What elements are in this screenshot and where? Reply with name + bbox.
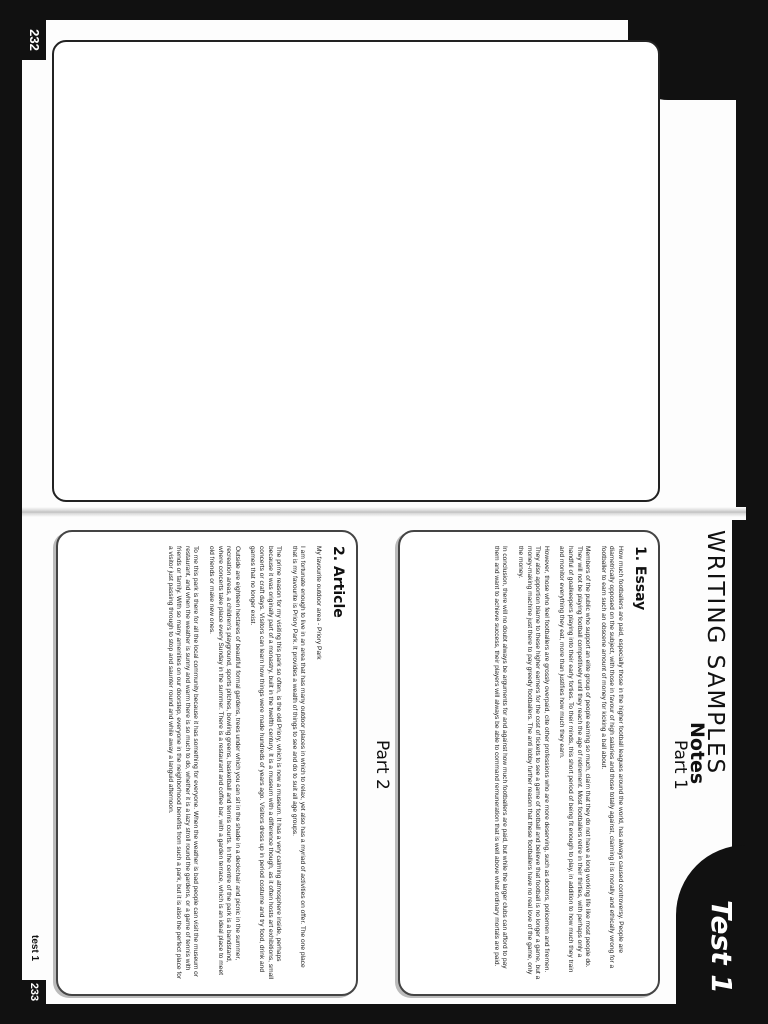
essay-panel xyxy=(398,530,660,996)
essay-paragraph: How much footballers are paid, especially those in the higher football leagues around the world, has always caused controversy. People are diametrically opposed on the subject, with those in favour of high salaries and those totally against, claiming it is morally and ethically wrong for a footballer to earn such an obscene amount of money for kicking a ball about. xyxy=(599,546,624,969)
scan-border-top xyxy=(746,0,768,1024)
book-spine xyxy=(22,507,746,517)
scan-border-right xyxy=(0,1004,768,1024)
essay-paragraph: Members of the public who support an elite group of people earning so much, claim that they do not have a long working life like most people do. They will not be playing football competitively until they reach the age of retirement. Most footballers retire in their thirties, with perhaps only a handful of goalkeepers playing into their early forties. To their minds, this short period of being fit enough to play, in addition to how much they train and monitor everything they eat, more than justifies how much they earn. xyxy=(558,546,592,973)
article-paragraph: To me this park is there for all the local community because it has something for everyone. When the weather is bad people can visit the museum or restaurant, and when the weather is sunny and warm there is so much to do, whether it is a lazy stroll round the gardens, or a game of tennis with friends or family. With so many amenities on our doorstep, everyone in the neighborhood benefits from such a park, but it is also the perfect place for a visitor just passing through to stop and saunter round and while away a languid afternoon. xyxy=(166,546,200,980)
essay-paragraph: In conclusion, there will no doubt always be arguments for and against how much footballers are paid, but while the larger clubs can afford to pay them and want to achieve success, their players will always be able to command remuneration that is well above what ordinary mortals are paid. xyxy=(492,546,509,969)
article-subtitle: My favourite outdoor area - Priory Park xyxy=(315,546,322,660)
page-number-right: 233 xyxy=(22,980,46,1004)
article-paragraph: The prime reason for my visiting this park so often, is the old Priory, which is now a museum. It has a very calming atmosphere inside, perhaps because it was originally part of a monastry, built in the twelfth century. It is a museum with a difference though, as it often hosts art exhibitions, small concerts or craft days. Visitors can learn how things were made hundreds of years ago. Visitors dress up in period costume and try food, drink and games that no longer exist. xyxy=(249,546,283,980)
part-2-label: Part 2 xyxy=(372,740,392,790)
article-paragraph: I am fortunate enough to live in an area that has many outdoor places in which to relax, yet also has a myriad of activities on offer. The one place that is my favourite is Priory Park. It provides a wealth of things to see and do to suit all age groups. xyxy=(290,546,307,968)
article-paragraph: Outside are eighteen hectares of beautiful formal gardens, trees under which you can sit in the shade in a deckchair and picnic in the summer, recreation areas, a children's playground, sports pitches, bowling greens, basketball and tennis courts. In the centre of the park is a bandstand, where concerts take place every Sunday in the summer. There is a restaurant and coffee bar, with a garden terrace, which is an ideal place to meet old friends or make new ones. xyxy=(208,546,241,975)
article-heading: 2. Article xyxy=(330,546,346,618)
notes-title: Notes xyxy=(686,722,708,785)
footer-label: test 1 xyxy=(29,935,40,962)
essay-heading: 1. Essay xyxy=(632,546,648,611)
scan-border-left xyxy=(0,0,768,20)
article-panel xyxy=(56,530,358,996)
essay-paragraph: However, those who feel footballers are grossly overpaid, cite other professions who are more deserving, such as doctors, policemen and firemen. They also apportion blame to these higher earners for the cost of tickets to see a game of football and believe that football is no longer a game, but a money-making machine just there to pay greedy footballers. The anti lobby further reason that these footballers have no real love of the game, only the money. xyxy=(517,546,550,980)
test-title: Test 1 xyxy=(705,900,738,994)
notes-box xyxy=(52,40,660,502)
part-1-label: Part 1 xyxy=(670,740,690,790)
section-title: WRITING SAMPLES xyxy=(702,530,728,776)
scan-border-bottom xyxy=(0,0,22,1024)
page-number-left: 232 xyxy=(22,20,46,60)
